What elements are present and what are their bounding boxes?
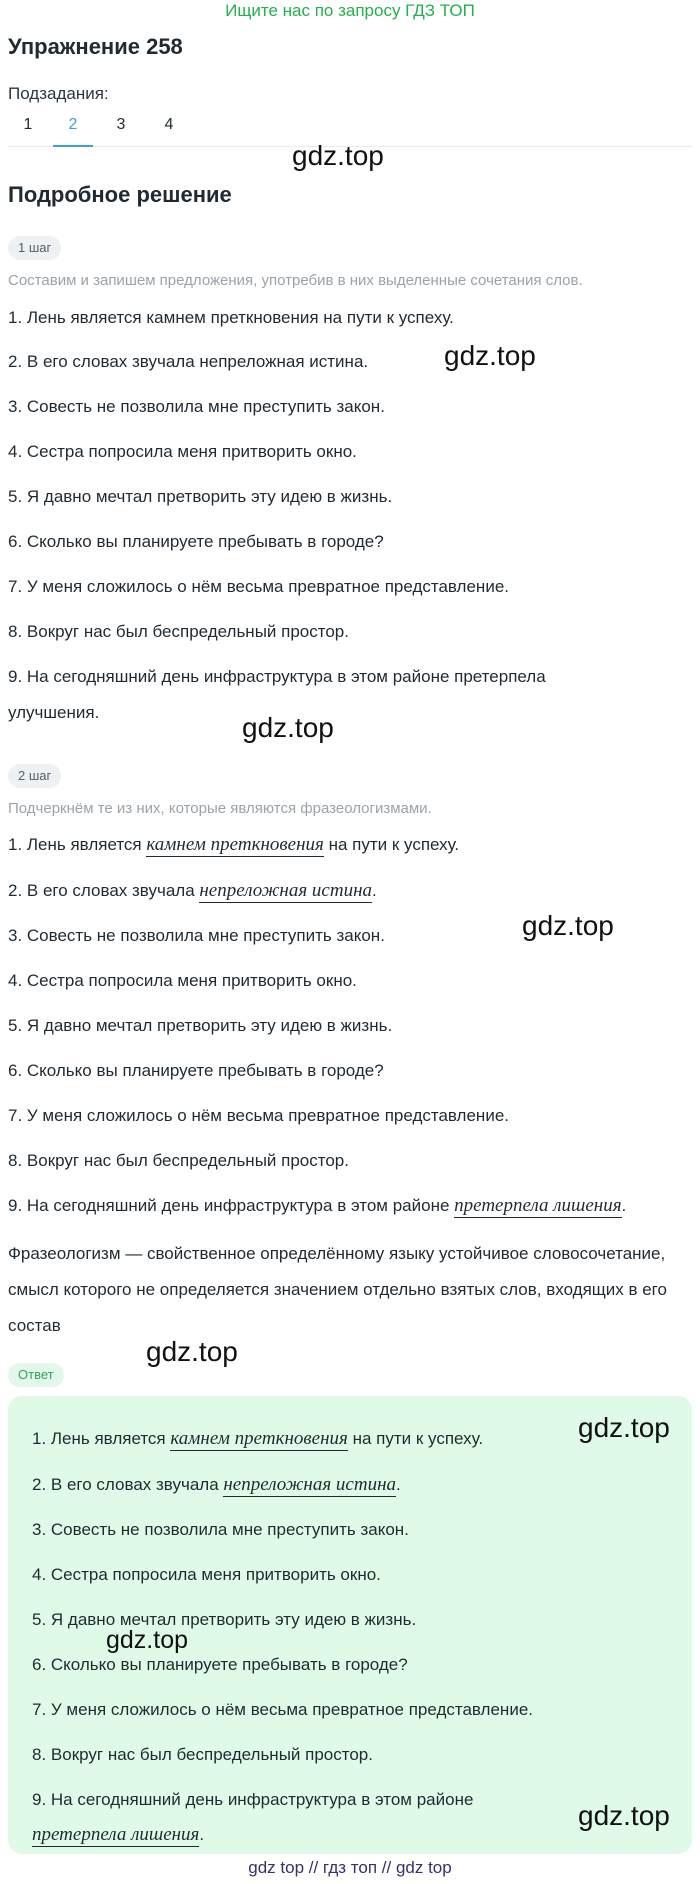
- phraseologism-highlight: непреложная истина: [199, 880, 372, 901]
- answer-line-9: 9. На сегодняшний день инфраструктура в этом районе: [32, 1790, 474, 1809]
- sentence-4: 4. Сестра попросила меня притворить окно.: [8, 442, 357, 461]
- marked-sentence-3: 3. Совесть не позволила мне преступить закон.: [8, 926, 385, 945]
- sentence-9: 9. На сегодняшний день инфраструктура в этом районе претерпела: [8, 667, 546, 686]
- answer-line-4: 4. Сестра попросила меня притворить окно.: [32, 1565, 381, 1584]
- sentence-7: 7. У меня сложилось о нём весьма превратное представление.: [8, 577, 509, 596]
- watermark: gdz.top: [242, 712, 334, 743]
- marked-sentence-1: 1. Лень является камнем преткновения на пути к успеху.: [8, 834, 460, 855]
- exercise-title: Упражнение 258: [8, 34, 183, 59]
- sentence-3: 3. Совесть не позволила мне преступить закон.: [8, 397, 385, 416]
- search-banner: Ищите нас по запросу ГДЗ ТОП: [225, 1, 475, 20]
- sentence-2: 2. В его словах звучала непреложная истина.: [8, 352, 369, 371]
- answer-line-9-cont: претерпела лишения.: [32, 1824, 205, 1845]
- answer-line-6: 6. Сколько вы планируете пребывать в городе?: [32, 1655, 408, 1674]
- phraseologism-highlight: камнем преткновения: [146, 834, 324, 855]
- answer-line-2: 2. В его словах звучала непреложная истина.: [32, 1474, 401, 1495]
- watermark: gdz.top: [292, 140, 384, 171]
- solution-title: Подробное решение: [8, 182, 232, 207]
- answer-line-8: 8. Вокруг нас был беспредельный простор.: [32, 1745, 373, 1764]
- watermark: gdz.top: [578, 1412, 670, 1443]
- phraseologism-highlight: претерпела лишения: [454, 1195, 622, 1216]
- sentence-5: 5. Я давно мечтал претворить эту идею в жизнь.: [8, 487, 393, 506]
- subtasks-label: Подзадания:: [8, 84, 109, 103]
- phraseologism-highlight: непреложная истина: [223, 1474, 396, 1495]
- phraseologism-definition: Фразеологизм — свойственное определённому языку устойчивое словосочетание, смысл которого не определяется значением отдельно взятых слов, входящих в его состав: [8, 1244, 667, 1335]
- watermark: gdz.top: [578, 1800, 670, 1831]
- answer-line-1: 1. Лень является камнем преткновения на пути к успеху.: [32, 1428, 484, 1449]
- marked-sentence-5: 5. Я давно мечтал претворить эту идею в жизнь.: [8, 1016, 393, 1035]
- marked-sentence-6: 6. Сколько вы планируете пребывать в городе?: [8, 1061, 384, 1080]
- subtask-tab-4[interactable]: 4: [164, 116, 174, 133]
- marked-sentence-4: 4. Сестра попросила меня притворить окно.: [8, 971, 357, 990]
- phraseologism-highlight: камнем преткновения: [170, 1428, 348, 1449]
- watermark: gdz.top: [522, 910, 614, 941]
- step-description-2: Подчеркнём те из них, которые являются фразеологизмами.: [8, 800, 432, 817]
- watermark: gdz.top: [106, 1626, 189, 1654]
- marked-sentence-7: 7. У меня сложилось о нём весьма превратное представление.: [8, 1106, 509, 1125]
- answer-line-3: 3. Совесть не позволила мне преступить закон.: [32, 1520, 409, 1539]
- answer-line-5: 5. Я давно мечтал претворить эту идею в жизнь.: [32, 1610, 417, 1629]
- sentence-8: 8. Вокруг нас был беспредельный простор.: [8, 622, 349, 641]
- subtask-tab-2[interactable]: 2: [53, 116, 93, 147]
- subtask-tab-1[interactable]: 1: [23, 116, 33, 133]
- step-description-1: Составим и запишем предложения, употребив в них выделенные сочетания слов.: [8, 272, 583, 289]
- sentence-1: 1. Лень является камнем преткновения на пути к успеху.: [8, 308, 454, 327]
- sentence-9-cont: улучшения.: [8, 703, 100, 722]
- subtask-tab-3[interactable]: 3: [116, 116, 126, 133]
- watermark: gdz.top: [444, 340, 536, 371]
- step-badge-2: 2 шаг: [8, 764, 61, 788]
- phraseologism-highlight: претерпела лишения: [32, 1824, 200, 1845]
- answer-badge: Ответ: [8, 1363, 64, 1387]
- step-badge-1: 1 шаг: [8, 236, 61, 260]
- footer-links[interactable]: gdz top // гдз топ // gdz top: [248, 1858, 452, 1877]
- sentence-6: 6. Сколько вы планируете пребывать в городе?: [8, 532, 384, 551]
- marked-sentence-9: 9. На сегодняшний день инфраструктура в этом районе претерпела лишения.: [8, 1195, 627, 1216]
- watermark: gdz.top: [146, 1336, 238, 1367]
- answer-line-7: 7. У меня сложилось о нём весьма превратное представление.: [32, 1700, 533, 1719]
- marked-sentence-8: 8. Вокруг нас был беспредельный простор.: [8, 1151, 349, 1170]
- marked-sentence-2: 2. В его словах звучала непреложная истина.: [8, 880, 377, 901]
